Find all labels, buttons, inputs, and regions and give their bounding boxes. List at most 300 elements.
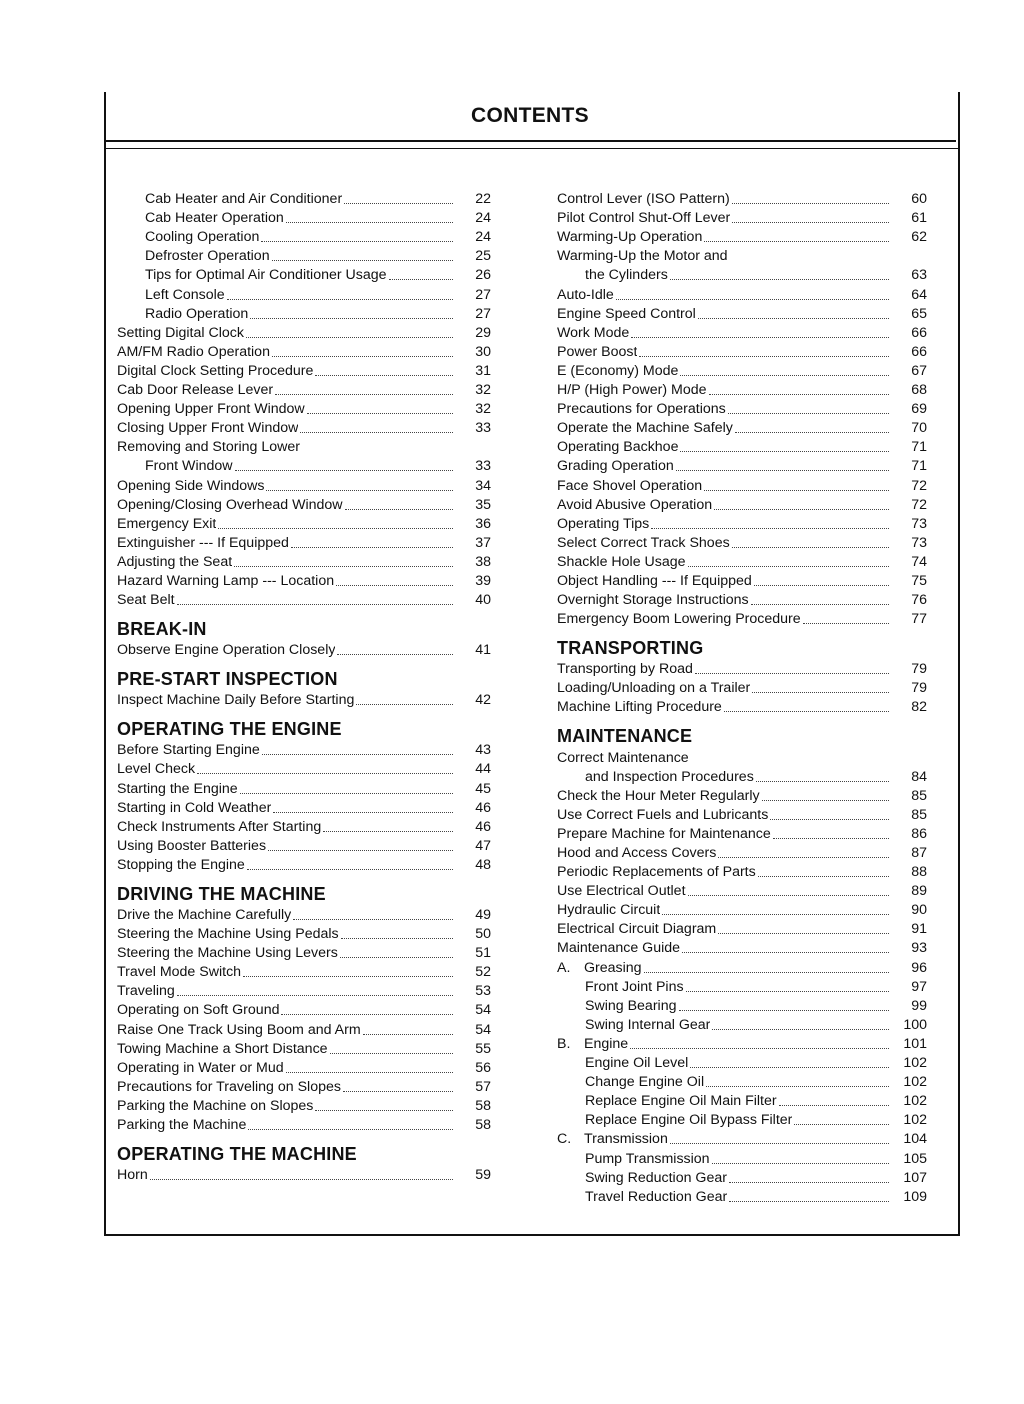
toc-entry[interactable]: [557, 419, 927, 438]
toc-entry[interactable]: [557, 863, 927, 882]
section-heading: MAINTENANCE: [557, 726, 693, 747]
page-number: 60: [911, 191, 927, 208]
dot-leader: [794, 1124, 889, 1125]
page-number: 63: [911, 267, 927, 284]
toc-entry-title: Seat Belt: [117, 592, 175, 609]
dot-leader: [686, 991, 889, 992]
page-number: 54: [475, 1002, 491, 1019]
toc-entry-title: Hood and Access Covers: [557, 845, 717, 861]
toc-entry[interactable]: [117, 419, 491, 438]
toc-entry-title: Stopping the Engine: [117, 856, 245, 873]
toc-entry-title: Setting Digital Clock: [117, 324, 244, 341]
dot-leader: [315, 375, 453, 376]
dot-leader: [670, 1143, 889, 1144]
toc-entry-title: Object Handling --- If Equipped: [557, 572, 752, 589]
page-number: 32: [475, 382, 491, 399]
toc-entry-title: AM/FM Radio Operation: [117, 343, 270, 360]
toc-entry[interactable]: [557, 844, 927, 863]
toc-entry[interactable]: [117, 381, 491, 400]
toc-entry[interactable]: [117, 741, 491, 760]
page-number: 72: [911, 477, 927, 494]
page-number: 57: [475, 1078, 491, 1095]
toc-entry-title: Transporting by Road: [557, 661, 693, 678]
toc-entry[interactable]: [117, 1097, 491, 1116]
toc-entry[interactable]: [557, 920, 927, 939]
dot-leader: [315, 1110, 453, 1111]
toc-entry[interactable]: [117, 190, 491, 209]
toc-entry-title: Operating Backhoe: [557, 439, 679, 456]
page-number: 31: [475, 362, 491, 379]
toc-entry[interactable]: [117, 324, 491, 343]
toc-entry[interactable]: [557, 825, 927, 844]
dot-leader: [247, 869, 453, 870]
toc-entry-title: Raise One Track Using Boom and Arm: [117, 1021, 361, 1038]
toc-entry[interactable]: [117, 1166, 491, 1185]
page-number: 72: [911, 496, 927, 513]
toc-entry-title: Overnight Storage Instructions: [557, 592, 749, 609]
page-number: 71: [911, 439, 927, 456]
toc-entry[interactable]: [557, 787, 927, 806]
toc-entry-title: Emergency Boom Lowering Procedure: [557, 611, 801, 628]
dot-leader: [676, 470, 889, 471]
toc-entry[interactable]: [557, 362, 927, 381]
dot-leader: [273, 812, 453, 813]
toc-entry[interactable]: [117, 837, 491, 856]
toc-entry[interactable]: [117, 779, 491, 798]
toc-entry-title: Radio Operation: [145, 305, 249, 322]
dot-leader: [177, 604, 453, 605]
toc-entry[interactable]: [117, 691, 491, 710]
toc-entry[interactable]: [117, 285, 491, 304]
toc-entry[interactable]: [557, 553, 927, 572]
toc-entry-title: Front Joint Pins: [585, 978, 684, 995]
page-number: 102: [903, 1093, 927, 1110]
page-number: 73: [911, 515, 927, 532]
toc-entry-title: Periodic Replacements of Parts: [557, 864, 756, 881]
dot-leader: [340, 957, 453, 958]
page-number: 71: [911, 458, 927, 475]
toc-entry-title: and Inspection Procedures: [585, 768, 754, 785]
toc-entry[interactable]: [557, 978, 927, 997]
dot-leader: [330, 1053, 453, 1054]
page-number: 102: [903, 1112, 927, 1129]
dot-leader: [337, 654, 453, 655]
section-heading: PRE-START INSPECTION: [117, 669, 338, 690]
toc-entry[interactable]: [117, 572, 491, 591]
dot-leader: [698, 318, 889, 319]
toc-entry[interactable]: [117, 1001, 491, 1020]
page-number: 39: [475, 572, 491, 589]
toc-entry-continued[interactable]: [557, 247, 927, 266]
dot-leader: [266, 490, 453, 491]
toc-entry[interactable]: [557, 882, 927, 901]
toc-entry-title: Towing Machine a Short Distance: [117, 1040, 328, 1057]
page-number: 34: [475, 477, 491, 494]
page-number: 37: [475, 534, 491, 551]
toc-entry[interactable]: [557, 591, 927, 610]
toc-entry[interactable]: [557, 400, 927, 419]
dot-leader: [234, 566, 453, 567]
divider: [104, 148, 960, 149]
dot-leader: [756, 781, 889, 782]
toc-entry-title: Maintenance Guide: [557, 940, 681, 957]
toc-entry-title: Check the Hour Meter Regularly: [557, 787, 760, 804]
dot-leader: [714, 509, 889, 510]
page-number: 90: [911, 902, 927, 919]
section-heading: OPERATING THE ENGINE: [117, 719, 342, 740]
dot-leader: [281, 1014, 453, 1015]
toc-entry-title: Replace Engine Oil Main Filter: [585, 1093, 777, 1110]
page-number: 38: [475, 553, 491, 570]
toc-entry[interactable]: [557, 324, 927, 343]
dot-leader: [680, 451, 889, 452]
page-number: 64: [911, 286, 927, 303]
toc-entry[interactable]: [557, 534, 927, 553]
toc-entry[interactable]: [117, 944, 491, 963]
toc-entry-continued[interactable]: [557, 748, 927, 767]
toc-entry-title: Opening/Closing Overhead Window: [117, 496, 343, 513]
toc-entry-title: Travel Mode Switch: [117, 964, 242, 981]
toc-entry[interactable]: [117, 343, 491, 362]
toc-entry-title: Tips for Optimal Air Conditioner Usage: [145, 267, 387, 284]
page-number: 52: [475, 964, 491, 981]
page-number: 29: [475, 324, 491, 341]
toc-entry-title: Precautions for Traveling on Slopes: [117, 1078, 341, 1095]
toc-entry[interactable]: [557, 997, 927, 1016]
dot-leader: [356, 704, 453, 705]
toc-column-left: [117, 190, 491, 1185]
page-number: 101: [903, 1035, 927, 1052]
dot-leader: [630, 1048, 889, 1049]
page-number: 55: [475, 1040, 491, 1057]
dot-leader: [644, 972, 889, 973]
toc-entry-title: Swing Bearing: [585, 997, 677, 1014]
toc-entry[interactable]: [117, 534, 491, 553]
toc-entry[interactable]: [117, 362, 491, 381]
toc-entry-title: Auto-Idle: [557, 286, 614, 303]
page-number: 102: [903, 1074, 927, 1091]
toc-entry[interactable]: [117, 305, 491, 324]
dot-leader: [307, 413, 453, 414]
toc-entry-title: E (Economy) Mode: [557, 362, 679, 379]
toc-entry-title: Defroster Operation: [145, 248, 270, 265]
toc-entry-title: Loading/Unloading on a Trailer: [557, 680, 751, 697]
page-number: 46: [475, 818, 491, 835]
toc-entry-title: Travel Reduction Gear: [585, 1188, 728, 1205]
toc-entry[interactable]: [117, 1116, 491, 1135]
toc-entry-title: Operate the Machine Safely: [557, 420, 733, 437]
page-number: 86: [911, 825, 927, 842]
page-number: 88: [911, 864, 927, 881]
toc-entry-title: Prepare Machine for Maintenance: [557, 825, 771, 842]
toc-entry[interactable]: [557, 1054, 927, 1073]
page-number: 69: [911, 401, 927, 418]
toc-entry-title: Change Engine Oil: [585, 1074, 705, 1091]
dot-leader: [728, 413, 889, 414]
dot-leader: [291, 547, 453, 548]
toc-entry-title: Cab Heater Operation: [145, 210, 284, 227]
toc-entry[interactable]: [557, 679, 927, 698]
dot-leader: [706, 1086, 889, 1087]
toc-entry-title: Removing and Storing Lower: [117, 439, 300, 456]
page-number: 70: [911, 420, 927, 437]
toc-entry-title: Cab Heater and Air Conditioner: [145, 191, 343, 208]
toc-entry-title: Adjusting the Seat: [117, 553, 233, 570]
toc-column-right: [557, 190, 927, 1207]
toc-entry[interactable]: [557, 958, 927, 977]
toc-entry-title: Using Booster Batteries: [117, 837, 267, 854]
toc-entry[interactable]: [557, 768, 927, 787]
toc-entry-title: Left Console: [145, 286, 225, 303]
toc-entry[interactable]: [557, 1111, 927, 1130]
dot-leader: [246, 337, 453, 338]
dot-leader: [754, 585, 889, 586]
toc-entry-title: Avoid Abusive Operation: [557, 496, 713, 513]
page-number: 32: [475, 401, 491, 418]
toc-entry[interactable]: [117, 400, 491, 419]
toc-entry[interactable]: [557, 939, 927, 958]
dot-leader: [670, 279, 889, 280]
toc-entry[interactable]: [117, 1020, 491, 1039]
section-heading: TRANSPORTING: [557, 638, 704, 659]
toc-entry[interactable]: [557, 1169, 927, 1188]
toc-entry-title: Use Electrical Outlet: [557, 883, 686, 900]
toc-entry[interactable]: [117, 247, 491, 266]
dot-leader: [709, 394, 889, 395]
toc-entry[interactable]: [117, 591, 491, 610]
dot-leader: [616, 299, 889, 300]
toc-entry-title: H/P (High Power) Mode: [557, 382, 707, 399]
toc-entry-title: Starting the Engine: [117, 780, 238, 797]
toc-entry[interactable]: [557, 572, 927, 591]
page-number: 107: [903, 1169, 927, 1186]
toc-entry[interactable]: [557, 381, 927, 400]
toc-entry[interactable]: [557, 515, 927, 534]
page-number: 27: [475, 286, 491, 303]
dot-leader: [762, 800, 889, 801]
toc-entry-title: Traveling: [117, 983, 175, 1000]
page-number: 41: [475, 642, 491, 659]
page-number: 96: [911, 959, 927, 976]
dot-leader: [243, 976, 453, 977]
dot-leader: [712, 1163, 889, 1164]
page-number: 48: [475, 856, 491, 873]
dot-leader: [293, 919, 453, 920]
toc-entry-title: Opening Upper Front Window: [117, 401, 305, 418]
toc-entry[interactable]: [557, 343, 927, 362]
page-number: 76: [911, 592, 927, 609]
page-title: CONTENTS: [471, 104, 589, 127]
page-number: 45: [475, 780, 491, 797]
toc-entry-title: Pump Transmission: [585, 1150, 710, 1167]
dot-leader: [773, 838, 889, 839]
page-number: 53: [475, 983, 491, 1000]
toc-entry[interactable]: [557, 1016, 927, 1035]
toc-entry[interactable]: [557, 660, 927, 679]
toc-entry-title: Pilot Control Shut-Off Lever: [557, 210, 731, 227]
page-number: 30: [475, 343, 491, 360]
page-number: 24: [475, 210, 491, 227]
toc-entry[interactable]: [117, 799, 491, 818]
toc-entry[interactable]: [117, 1078, 491, 1097]
toc-entry[interactable]: [117, 457, 491, 476]
list-label: B.: [557, 1035, 571, 1052]
page-number: 73: [911, 534, 927, 551]
dot-leader: [631, 337, 889, 338]
toc-entry[interactable]: [117, 209, 491, 228]
dot-leader: [704, 490, 889, 491]
toc-entry[interactable]: [117, 906, 491, 925]
toc-entry[interactable]: [117, 266, 491, 285]
dot-leader: [227, 299, 453, 300]
toc-entry-title: Front Window: [145, 458, 233, 475]
toc-entry-title: Electrical Circuit Diagram: [557, 921, 717, 938]
toc-entry-title: the Cylinders: [585, 267, 668, 284]
toc-entry[interactable]: [557, 698, 927, 717]
dot-leader: [688, 895, 889, 896]
toc-entry-title: Use Correct Fuels and Lubricants: [557, 806, 769, 823]
page-number: 40: [475, 592, 491, 609]
toc-entry-continued[interactable]: [117, 438, 491, 457]
dot-leader: [662, 914, 889, 915]
page-number: 105: [903, 1150, 927, 1167]
toc-entry[interactable]: [557, 457, 927, 476]
dot-leader: [679, 1010, 890, 1011]
toc-entry-title: Inspect Machine Daily Before Starting: [117, 692, 355, 709]
toc-entry[interactable]: [557, 209, 927, 228]
toc-entry[interactable]: [117, 963, 491, 982]
dot-leader: [695, 673, 889, 674]
toc-entry[interactable]: [117, 818, 491, 837]
dot-leader: [250, 318, 453, 319]
toc-entry[interactable]: [117, 641, 491, 660]
toc-entry-title: Transmission: [584, 1131, 668, 1148]
toc-entry-title: Cab Door Release Lever: [117, 382, 274, 399]
toc-entry[interactable]: [557, 901, 927, 920]
toc-entry-title: Check Instruments After Starting: [117, 818, 322, 835]
dot-leader: [272, 260, 453, 261]
toc-entry[interactable]: [557, 1073, 927, 1092]
page-number: 85: [911, 806, 927, 823]
toc-entry-title: Operating in Water or Mud: [117, 1059, 284, 1076]
toc-entry[interactable]: [557, 228, 927, 247]
page-number: 49: [475, 907, 491, 923]
dot-leader: [779, 1105, 889, 1106]
toc-entry-title: Work Mode: [557, 324, 630, 341]
toc-entry-title: Engine Speed Control: [557, 305, 696, 322]
toc-entry[interactable]: [117, 553, 491, 572]
toc-entry-title: Precautions for Operations: [557, 401, 726, 418]
page-number: 46: [475, 799, 491, 816]
dot-leader: [732, 203, 889, 204]
toc-entry-title: Swing Reduction Gear: [585, 1169, 727, 1186]
toc-entry[interactable]: [557, 1149, 927, 1168]
toc-entry-title: Warming-Up the Motor and: [557, 248, 728, 265]
toc-entry[interactable]: [117, 1040, 491, 1059]
page-number: 89: [911, 883, 927, 900]
dot-leader: [389, 279, 453, 280]
dot-leader: [732, 547, 889, 548]
toc-entry[interactable]: [557, 1035, 927, 1054]
page-number: 91: [911, 921, 927, 938]
toc-entry[interactable]: [117, 760, 491, 779]
dot-leader: [682, 952, 889, 953]
page-number: 33: [475, 458, 491, 475]
dot-leader: [758, 876, 889, 877]
page-number: 56: [475, 1059, 491, 1076]
toc-entry-title: Starting in Cold Weather: [117, 799, 272, 816]
toc-entry-title: Operating Tips: [557, 515, 650, 532]
toc-entry[interactable]: [117, 228, 491, 247]
toc-entry-title: Cooling Operation: [145, 229, 260, 246]
toc-entry[interactable]: [557, 1092, 927, 1111]
toc-entry[interactable]: [557, 610, 927, 629]
page-number: 24: [475, 229, 491, 246]
toc-entry-title: Parking the Machine on Slopes: [117, 1097, 314, 1114]
toc-entry[interactable]: [117, 925, 491, 944]
toc-entry[interactable]: [117, 476, 491, 495]
toc-entry-title: Machine Lifting Procedure: [557, 699, 722, 716]
toc-entry[interactable]: [117, 515, 491, 534]
toc-entry[interactable]: [117, 982, 491, 1001]
page-number: 43: [475, 742, 491, 759]
dot-leader: [218, 528, 453, 529]
page-number: 67: [911, 362, 927, 379]
title-box: [104, 92, 956, 142]
toc-entry[interactable]: [557, 438, 927, 457]
toc-entry[interactable]: [117, 496, 491, 515]
page-number: 47: [475, 837, 491, 854]
toc-entry-title: Correct Maintenance: [557, 749, 689, 766]
dot-leader: [732, 222, 889, 223]
dot-leader: [639, 356, 889, 357]
toc-entry[interactable]: [557, 285, 927, 304]
toc-entry[interactable]: [117, 1059, 491, 1078]
toc-entry[interactable]: [557, 190, 927, 209]
toc-entry-title: Engine: [584, 1035, 629, 1052]
toc-entry[interactable]: [557, 476, 927, 495]
toc-entry[interactable]: [557, 806, 927, 825]
toc-entry[interactable]: [557, 1130, 927, 1149]
dot-leader: [688, 566, 889, 567]
toc-entry[interactable]: [557, 1188, 927, 1207]
toc-entry[interactable]: [557, 496, 927, 515]
toc-entry-title: Operating on Soft Ground: [117, 1002, 280, 1019]
dot-leader: [704, 241, 889, 242]
list-label: A.: [557, 959, 571, 976]
dot-leader: [240, 793, 453, 794]
page-number: 104: [903, 1131, 927, 1148]
dot-leader: [345, 509, 453, 510]
page-number: 75: [911, 572, 927, 589]
page-number: 66: [911, 343, 927, 360]
toc-entry[interactable]: [557, 266, 927, 285]
dot-leader: [718, 857, 889, 858]
dot-leader: [268, 850, 453, 851]
toc-entry-title: Level Check: [117, 761, 196, 778]
toc-entry[interactable]: [117, 856, 491, 875]
toc-entry-title: Greasing: [584, 959, 642, 976]
dot-leader: [363, 1034, 453, 1035]
page-number: 27: [475, 305, 491, 322]
page-number: 54: [475, 1021, 491, 1038]
toc-entry[interactable]: [557, 305, 927, 324]
toc-entry-title: Drive the Machine Carefully: [117, 907, 292, 923]
page-number: 44: [475, 761, 491, 778]
toc-entry-title: Swing Internal Gear: [585, 1016, 711, 1033]
page-number: 74: [911, 553, 927, 570]
dot-leader: [752, 692, 889, 693]
